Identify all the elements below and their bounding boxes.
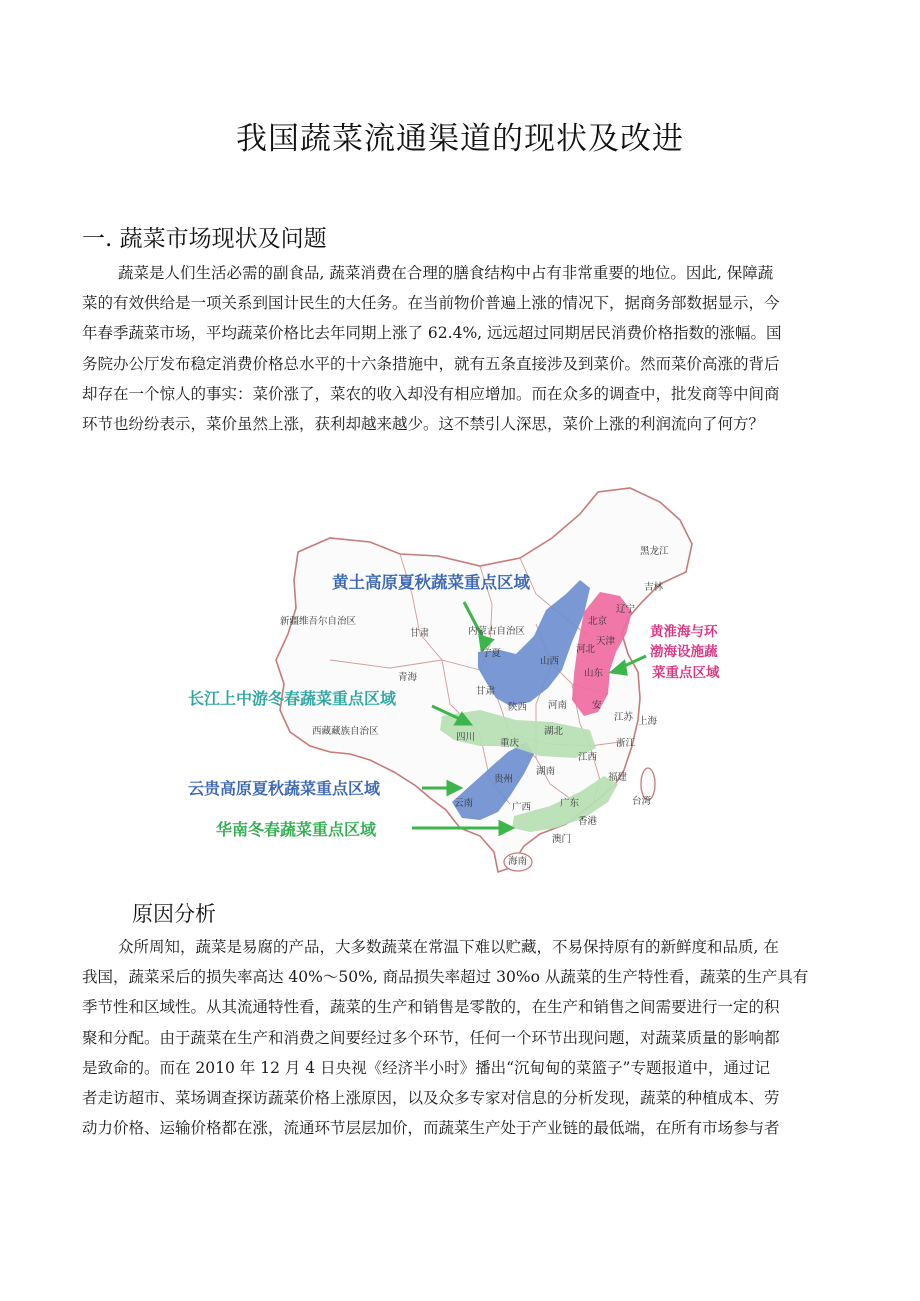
paragraph-line: 年春季蔬菜市场，平均蔬菜价格比去年同期上涨了 62.4%, 远远超过同期居民消费价格指数的涨幅。国 — [82, 324, 782, 343]
province-label: 香港 — [578, 816, 598, 827]
province-label: 甘肃 — [476, 686, 496, 697]
province-label: 广西 — [512, 802, 532, 813]
province-label: 新疆维吾尔自治区 — [280, 616, 357, 627]
huanghuai-zone-label-2: 渤海设施蔬 — [650, 644, 718, 660]
paragraph-cause-analysis — [82, 932, 842, 1143]
province-label: 澳门 — [552, 834, 572, 845]
paragraph-line: 菜的有效供给是一项关系到国计民生的大任务。在当前物价普遍上涨的情况下，据商务部数据显示，今 — [82, 294, 780, 313]
document-title: 我国蔬菜流通渠道的现状及改进 — [236, 121, 684, 157]
province-label: 北京 — [588, 616, 608, 627]
province-label: 贵州 — [494, 774, 514, 785]
loess-zone-label: 黄土高原夏秋蔬菜重点区域 — [332, 573, 530, 592]
paragraph-line: 环节也纷纷表示，菜价虽然上涨，获利却越来越少。这不禁引人深思，菜价上涨的利润流向了何方？ — [82, 415, 765, 434]
province-label: 云南 — [454, 798, 474, 809]
province-label: 内蒙古自治区 — [468, 626, 526, 637]
province-label: 重庆 — [500, 738, 520, 749]
yungui-zone-label: 云贵高原夏秋蔬菜重点区域 — [188, 779, 381, 798]
province-label: 山东 — [584, 668, 604, 679]
china-map-figure — [180, 484, 740, 880]
paragraph-line: 季节性和区域性。从其流通特性看，蔬菜的生产和销售是零散的，在生产和销售之间需要进行一定的积 — [82, 998, 780, 1017]
province-label: 山西 — [540, 656, 560, 667]
province-label: 甘肃 — [410, 628, 430, 639]
province-label: 辽宁 — [616, 604, 636, 615]
yangtze-zone-label: 长江上中游冬春蔬菜重点区域 — [188, 689, 397, 708]
south-zone-label: 华南冬春蔬菜重点区域 — [216, 820, 377, 839]
province-label: 江西 — [578, 752, 598, 763]
province-label: 河南 — [548, 700, 568, 711]
province-label: 四川 — [456, 732, 476, 743]
province-label: 江苏 — [614, 712, 634, 723]
province-label: 福建 — [608, 772, 628, 783]
paragraph-line: 动力价格、运输价格都在涨，流通环节层层加价，而蔬菜生产处于产业链的最低端，在所有市场参与者 — [82, 1119, 780, 1138]
province-label: 浙江 — [616, 738, 636, 749]
province-label: 台湾 — [632, 796, 652, 807]
section-heading-market-status: 一. 蔬菜市场现状及问题 — [82, 226, 327, 252]
huanghuai-zone-label-3: 菜重点区域 — [652, 665, 720, 681]
province-label: 上海 — [638, 716, 658, 727]
paragraph-line: 是致命的。而在 2010 年 12 月 4 日央视《经济半小时》播出“沉甸甸的菜篮子”专题报道中，通过记 — [82, 1058, 770, 1077]
section-heading-cause-analysis: 原因分析 — [132, 902, 216, 926]
province-label: 西藏藏族自治区 — [312, 726, 379, 737]
paragraph-line: 务院办公厅发布稳定消费价格总水平的十六条措施中，就有五条直接涉及到菜价。然而菜价高涨的背后 — [82, 354, 780, 373]
vegetable-zone-map — [180, 484, 740, 880]
province-label: 黑龙江 — [640, 546, 669, 557]
paragraph-market-status — [82, 258, 842, 439]
province-label: 海南 — [508, 856, 528, 867]
province-label: 湖北 — [544, 726, 564, 737]
province-label: 陕西 — [508, 702, 528, 713]
province-label: 天津 — [596, 636, 616, 647]
province-label: 广东 — [560, 798, 580, 809]
province-label: 湖南 — [536, 766, 556, 777]
province-label: 河北 — [576, 644, 596, 655]
paragraph-line: 者走访超市、菜场调查探访蔬菜价格上涨原因，以及众多专家对信息的分析发现，蔬菜的种植成本、劳 — [82, 1089, 780, 1108]
province-label: 宁夏 — [482, 648, 502, 659]
huanghuai-zone-label-1: 黄淮海与环 — [650, 624, 718, 640]
paragraph-line: 蔬菜是人们生活必需的副食品, 蔬菜消费在合理的膳食结构中占有非常重要的地位。因此, 保障蔬 — [118, 264, 774, 282]
paragraph-line: 众所周知，蔬菜是易腐的产品，大多数蔬菜在常温下难以贮藏，不易保持原有的新鲜度和品质, 在 — [118, 938, 779, 956]
province-label: 青海 — [398, 672, 418, 683]
paragraph-line: 却存在一个惊人的事实：菜价涨了，菜农的收入却没有相应增加。而在众多的调查中，批发商等中间商 — [82, 384, 780, 403]
paragraph-line: 我国，蔬菜采后的损失率高达 40%～50%, 商品损失率超过 30%o 从蔬菜的生产特性看，蔬菜的生产具有 — [82, 968, 809, 987]
province-label: 安 — [592, 700, 602, 711]
province-label: 吉林 — [644, 582, 664, 593]
paragraph-line: 聚和分配。由于蔬菜在生产和消费之间要经过多个环节，任何一个环节出现问题，对蔬菜质量的影响都 — [82, 1028, 780, 1047]
